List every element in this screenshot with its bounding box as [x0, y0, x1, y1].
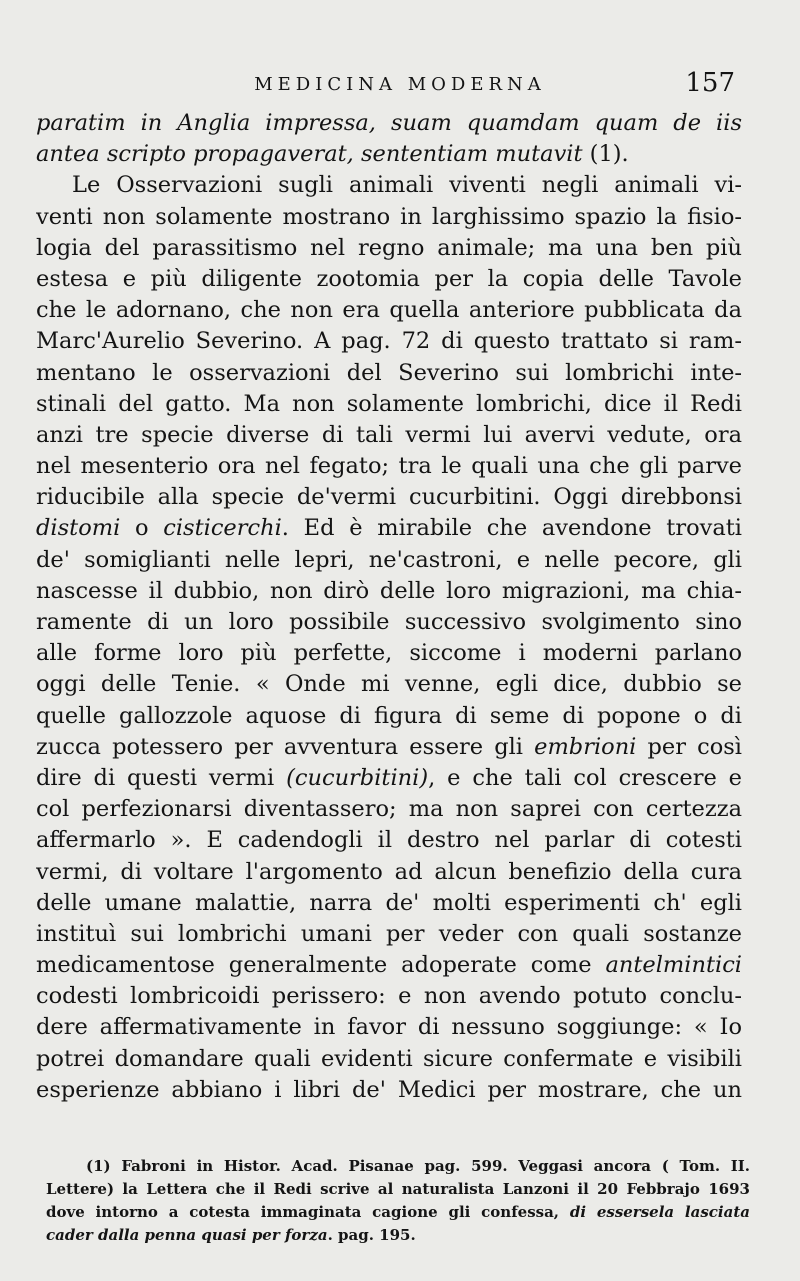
text-span: ramente di un loro possibile successivo svolgimento sino [36, 609, 742, 635]
running-title: MEDICINA MODERNA [254, 74, 546, 95]
text-span: oggi delle Tenie. « Onde mi venne, egli dice, dubbio se [36, 671, 742, 698]
page-number: 157 [685, 68, 735, 98]
text-line [36, 202, 742, 233]
text-span: instituì sui lombrichi umani per veder con quali sostanze [36, 920, 742, 947]
text-line [36, 607, 742, 638]
text-span: logia del parassitismo nel regno animale; ma una ben più [36, 234, 742, 261]
text-span: alle forme loro più perfette, siccome i moderni parlano [36, 640, 742, 667]
italic-span: di essersela lasciata [569, 1203, 750, 1221]
text-span: col perfezionarsi diventassero; ma non saprei con certezza [36, 796, 742, 823]
text-line [36, 295, 742, 326]
text-span: Lettere) la Lettera che il Redi scrive al naturalista Lanzoni il 20 Febbrajo 1693 [46, 1180, 750, 1198]
text-line [36, 482, 742, 513]
text-span: dove intorno a cotesta immaginata cagione gli confessa, [46, 1203, 570, 1221]
italic-span: antelmintici [605, 952, 742, 979]
text-line [36, 170, 742, 201]
text-line [36, 638, 742, 669]
text-line [36, 732, 742, 763]
text-line [36, 139, 742, 170]
text-line [36, 701, 742, 732]
text-line [36, 888, 742, 919]
italic-span: distomi [36, 515, 121, 542]
text-span: estesa e più diligente zootomia per la copia delle Tavole [36, 265, 742, 292]
footnote-line [46, 1224, 750, 1247]
text-line [36, 233, 742, 264]
text-span: esperienze abbiano i libri de' Medici per mostrare, che un [36, 1076, 742, 1103]
italic-span: embrioni [534, 733, 637, 760]
text-span: anzi tre specie diverse di tali vermi lui avervi vedute, ora [36, 421, 742, 448]
text-line [36, 108, 742, 139]
text-line [36, 264, 742, 295]
text-span: . Ed è mirabile che avendone trovati [281, 515, 742, 542]
text-span: delle umane malattie, narra de' molti esperimenti ch' egli [36, 889, 742, 916]
text-span: stinali del gatto. Ma non solamente lombrichi, dice il Redi [36, 390, 742, 417]
text-span: zucca potessero per avventura essere gli [36, 733, 535, 760]
text-line [36, 1012, 742, 1043]
footnote-line [46, 1201, 750, 1224]
footnote [46, 1155, 750, 1247]
text-span: de' somiglianti nelle lepri, ne'castroni, e nelle pecore, gli [36, 546, 742, 573]
text-span: affermarlo ». E cadendogli il destro nel parlar di cotesti [36, 827, 742, 854]
text-span: venti non solamente mostrano in larghissimo spazio la fisio- [36, 203, 742, 230]
text-span: (1) Fabroni in Histor. Acad. Pisanae pag. 599. Veggasi ancora ( Tom. II. [86, 1157, 750, 1175]
text-span: o [120, 515, 164, 542]
text-line [36, 669, 742, 700]
text-line [36, 326, 742, 357]
text-span: Marc'Aurelio Severino. A pag. 72 di questo trattato si ram- [36, 328, 742, 355]
italic-span: (cucurbitini) [286, 764, 429, 791]
text-span: mentano le osservazioni del Severino sui lombrichi inte- [36, 359, 742, 386]
text-line [36, 420, 742, 451]
text-line [36, 950, 742, 981]
text-line [36, 825, 742, 856]
italic-span: paratim in Anglia impressa, suam quamdam quam de iis [36, 110, 742, 136]
text-line [36, 576, 742, 607]
italic-span: antea scripto propagaverat, sententiam mutavit [36, 141, 583, 168]
text-span: vermi, di voltare l'argomento ad alcun benefizio della cura [36, 858, 742, 885]
text-span: . pag. 195. [327, 1226, 416, 1244]
text-span: nascesse il dubbio, non dirò delle loro migrazioni, ma chia- [36, 577, 742, 604]
text-span: per così [636, 733, 742, 760]
text-line [36, 857, 742, 888]
italic-span: cader dalla penna quasi per forza [46, 1226, 328, 1244]
text-line [36, 763, 742, 794]
text-span: , e che tali col crescere e [428, 764, 742, 791]
footnote-line [46, 1178, 750, 1201]
text-line [36, 389, 742, 420]
text-span: dere affermativamente in favor di nessuno soggiunge: « Io [36, 1014, 742, 1041]
text-line [36, 1075, 742, 1106]
text-span: che le adornano, che non era quella anteriore pubblicata da [36, 297, 742, 324]
text-span: dire di questi vermi [36, 764, 287, 791]
text-line [36, 794, 742, 825]
text-line [36, 1044, 742, 1075]
text-span: Le Osservazioni sugli animali viventi negli animali vi- [72, 172, 742, 199]
text-span: codesti lombricoidi perissero: e non avendo potuto conclu- [36, 983, 742, 1010]
italic-span: cisticerchi [163, 515, 282, 542]
text-span: quelle gallozzole aquose di figura di seme di popone o di [36, 702, 742, 729]
text-line [36, 545, 742, 576]
body-text [36, 108, 742, 1106]
footnote-line [46, 1155, 750, 1178]
text-span: (1). [582, 141, 629, 168]
text-line [36, 358, 742, 389]
text-span: medicamentose generalmente adoperate come [36, 952, 606, 979]
text-span: potrei domandare quali evidenti sicure confermate e visibili [36, 1045, 742, 1072]
text-span: riducibile alla specie de'vermi cucurbitini. Oggi direbbonsi [36, 484, 742, 511]
text-line [36, 451, 742, 482]
text-span: nel mesenterio ora nel fegato; tra le quali una che gli parve [36, 453, 742, 480]
text-line [36, 513, 742, 544]
text-line [36, 919, 742, 950]
text-line [36, 981, 742, 1012]
